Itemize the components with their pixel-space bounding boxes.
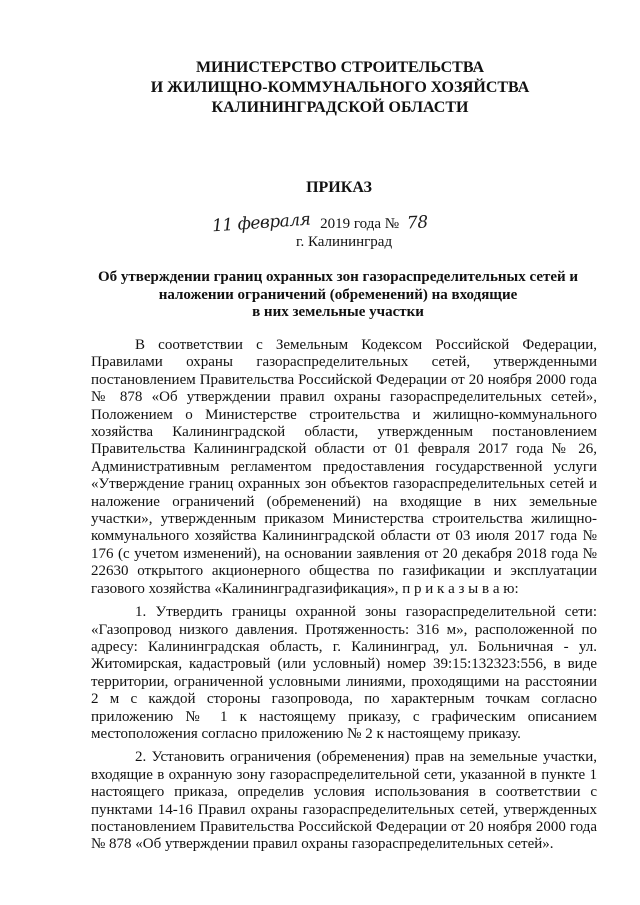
order-title: ПРИКАЗ [306, 179, 372, 196]
body-paragraph-preamble: В соответствии с Земельным Кодексом Российской Федерации, Правилами охраны газораспределительных сетей, утвержденными постановлением Правительства Российской Федерации от 20 ноября 2000 года № 878 «Об утверждении правил охраны газораспределительных сетей», Положением о Министерстве строительства и жилищно-коммунального хозяйства Калининградской области, утвержденным постановлением Правительства Калининградской области от 01 февраля 2017 года № 26, Административным регламентом предоставления государственной услуги «Утверждение границ охранных зон объектов газораспределительных сетей и наложение ограничений (обременений) на входящие в них земельные участки», утвержденным приказом Министерства строительства жилищно-коммунального хозяйства Калининградской области от 03 июля 2017 года № 176 (с учетом изменений), на основании заявления от 20 декабря 2018 года № 22630 открытого акционерного общества по газификации и эксплуатации газового хозяйства «Калининградгазификация», п р и к а з ы в а ю: [91, 337, 597, 597]
order-subject [0, 269, 640, 322]
printed-date: 2019 года № [320, 216, 400, 232]
header-line-2: И ЖИЛИЩНО-КОММУНАЛЬНОГО ХОЗЯЙСТВА [150, 79, 530, 96]
order-body [91, 337, 597, 860]
body-paragraph-item-2: 2. Установить ограничения (обременения) прав на земельные участки, входящие в охранную зону газораспределительной сети, указанной в пункте 1 настоящего приказа, определив условия использования в соответствии с пунктами 14-16 Правил охраны газораспределительных сетей, утвержденных постановлением Правительства Российской Федерации от 20 ноября 2000 года № 878 «Об утверждении правил охраны газораспределительных сетей». [91, 749, 597, 853]
body-paragraph-item-1: 1. Утвердить границы охранной зоны газораспределительной сети: «Газопровод низкого давления. Протяженность: 316 м», расположенной по адресу: Калининградская область, г. Калининград, ул. Больничная - ул. Житомирская, кадастровый (или условный) номер 39:15:132323:556, в виде территории, ограниченной условными линиями, проходящими на расстоянии 2 м с каждой стороны газопровода, по характерным точкам согласно приложению № 1 к настоящему приказу, с графическим описанием местоположения согласно приложению № 2 к настоящему приказу. [91, 604, 597, 742]
order-city: г. Калининград [296, 234, 393, 250]
subject-line-3: в них земельные участки [252, 304, 424, 320]
header-line-1: МИНИСТЕРСТВО СТРОИТЕЛЬСТВА [195, 59, 485, 76]
ministry-header [0, 58, 640, 118]
handwritten-date: 11 февраля [211, 209, 311, 237]
subject-line-2: наложении ограничений (обременений) на входящие [158, 286, 518, 303]
subject-line-1: Об утверждении границ охранных зон газораспределительных сетей и [97, 269, 579, 285]
header-line-3: КАЛИНИНГРАДСКОЙ ОБЛАСТИ [211, 99, 469, 116]
handwritten-number: 78 [406, 212, 429, 234]
